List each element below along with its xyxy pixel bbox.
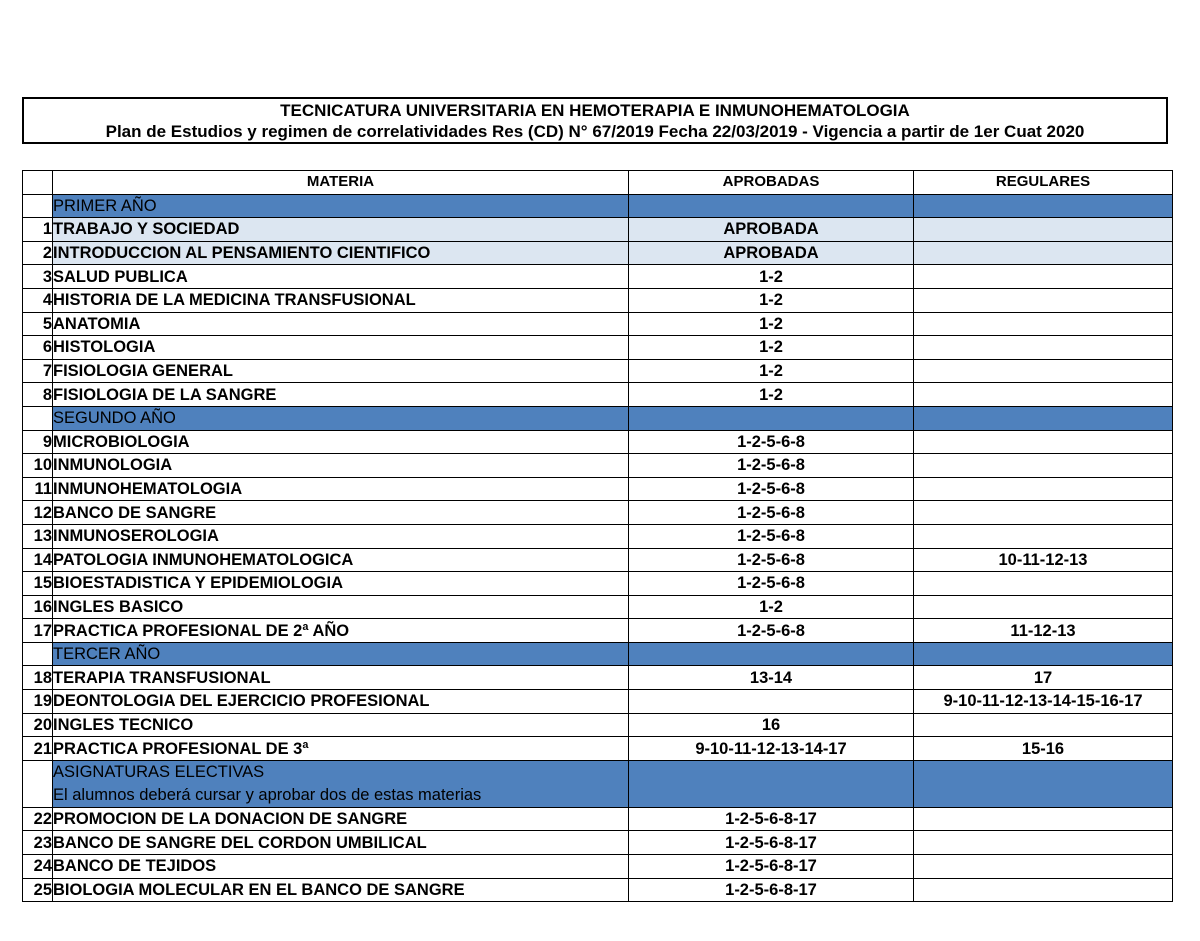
row-regulares xyxy=(914,831,1173,855)
table-row xyxy=(23,218,1173,242)
row-aprobadas xyxy=(629,690,914,714)
section-title-segundo: SEGUNDO AÑO xyxy=(53,406,629,430)
row-materia: PRACTICA PROFESIONAL DE 3ª xyxy=(53,737,629,761)
row-materia: TERAPIA TRANSFUSIONAL xyxy=(53,666,629,690)
table-row xyxy=(23,855,1173,879)
row-number: 7 xyxy=(23,359,53,383)
row-aprobadas: 1-2 xyxy=(629,595,914,619)
row-number: 16 xyxy=(23,595,53,619)
table-row xyxy=(23,737,1173,761)
correlatividades-table xyxy=(22,170,1173,902)
row-aprobadas: 1-2-5-6-8-17 xyxy=(629,855,914,879)
row-regulares xyxy=(914,288,1173,312)
row-aprobadas: 1-2-5-6-8 xyxy=(629,548,914,572)
row-regulares xyxy=(914,454,1173,478)
row-aprobadas: 1-2-5-6-8-17 xyxy=(629,831,914,855)
row-regulares xyxy=(914,713,1173,737)
row-materia: BANCO DE SANGRE DEL CORDON UMBILICAL xyxy=(53,831,629,855)
header-row xyxy=(23,171,1173,195)
row-aprobadas: 1-2-5-6-8-17 xyxy=(629,878,914,902)
row-regulares: 10-11-12-13 xyxy=(914,548,1173,572)
row-regulares xyxy=(914,501,1173,525)
row-regulares: 17 xyxy=(914,666,1173,690)
row-aprobadas: 1-2 xyxy=(629,265,914,289)
row-aprobadas: 1-2 xyxy=(629,312,914,336)
row-materia: MICROBIOLOGIA xyxy=(53,430,629,454)
row-number: 23 xyxy=(23,831,53,855)
row-aprobadas: 16 xyxy=(629,713,914,737)
row-aprobadas: 1-2-5-6-8 xyxy=(629,572,914,596)
table-row xyxy=(23,312,1173,336)
row-number: 12 xyxy=(23,501,53,525)
row-aprobadas: 1-2 xyxy=(629,288,914,312)
row-number: 24 xyxy=(23,855,53,879)
row-materia: PATOLOGIA INMUNOHEMATOLOGICA xyxy=(53,548,629,572)
row-materia: PROMOCION DE LA DONACION DE SANGRE xyxy=(53,807,629,831)
row-materia: INMUNOHEMATOLOGIA xyxy=(53,477,629,501)
row-aprobadas: APROBADA xyxy=(629,241,914,265)
row-regulares xyxy=(914,359,1173,383)
table-row xyxy=(23,265,1173,289)
table-row xyxy=(23,548,1173,572)
section-title-tercer: TERCER AÑO xyxy=(53,642,629,666)
row-number: 22 xyxy=(23,807,53,831)
header-materia: MATERIA xyxy=(53,171,629,195)
row-materia: FISIOLOGIA DE LA SANGRE xyxy=(53,383,629,407)
row-materia: BANCO DE SANGRE xyxy=(53,501,629,525)
row-materia: DEONTOLOGIA DEL EJERCICIO PROFESIONAL xyxy=(53,690,629,714)
table-row xyxy=(23,477,1173,501)
table-row xyxy=(23,595,1173,619)
table-row xyxy=(23,572,1173,596)
row-aprobadas: 1-2-5-6-8-17 xyxy=(629,807,914,831)
row-number: 20 xyxy=(23,713,53,737)
electivas-note: El alumnos deberá cursar y aprobar dos de estas materias xyxy=(53,785,482,804)
table-row xyxy=(23,807,1173,831)
row-regulares: 15-16 xyxy=(914,737,1173,761)
row-regulares: 11-12-13 xyxy=(914,619,1173,643)
row-number: 9 xyxy=(23,430,53,454)
table-row xyxy=(23,713,1173,737)
section-title-primer: PRIMER AÑO xyxy=(53,194,629,218)
row-aprobadas: 1-2 xyxy=(629,383,914,407)
row-regulares xyxy=(914,218,1173,242)
table-row xyxy=(23,454,1173,478)
row-regulares xyxy=(914,312,1173,336)
table-row xyxy=(23,430,1173,454)
row-number: 3 xyxy=(23,265,53,289)
row-regulares xyxy=(914,595,1173,619)
row-materia: HISTOLOGIA xyxy=(53,336,629,360)
row-number: 17 xyxy=(23,619,53,643)
header-num xyxy=(23,171,53,195)
table-row xyxy=(23,524,1173,548)
row-materia: ANATOMIA xyxy=(53,312,629,336)
row-materia: PRACTICA PROFESIONAL DE 2ª AÑO xyxy=(53,619,629,643)
table-row xyxy=(23,831,1173,855)
row-regulares xyxy=(914,265,1173,289)
row-regulares: 9-10-11-12-13-14-15-16-17 xyxy=(914,690,1173,714)
row-number: 2 xyxy=(23,241,53,265)
title-line-2: Plan de Estudios y regimen de correlatividades Res (CD) N° 67/2019 Fecha 22/03/2019 - Vigencia a partir de 1er Cuat 2020 xyxy=(105,122,1085,141)
row-regulares xyxy=(914,336,1173,360)
table-row xyxy=(23,383,1173,407)
table-row xyxy=(23,501,1173,525)
row-number: 10 xyxy=(23,454,53,478)
header-regulares: REGULARES xyxy=(914,171,1173,195)
row-regulares xyxy=(914,878,1173,902)
row-regulares xyxy=(914,241,1173,265)
row-aprobadas: 1-2-5-6-8 xyxy=(629,501,914,525)
row-materia: INMUNOLOGIA xyxy=(53,454,629,478)
table-row xyxy=(23,241,1173,265)
row-regulares xyxy=(914,430,1173,454)
section-row-electivas xyxy=(23,760,1173,807)
row-aprobadas: 1-2-5-6-8 xyxy=(629,524,914,548)
row-regulares xyxy=(914,855,1173,879)
row-materia: INMUNOSEROLOGIA xyxy=(53,524,629,548)
row-regulares xyxy=(914,807,1173,831)
row-aprobadas: 1-2-5-6-8 xyxy=(629,454,914,478)
row-number: 6 xyxy=(23,336,53,360)
table-row xyxy=(23,690,1173,714)
table-row xyxy=(23,288,1173,312)
row-aprobadas: 1-2-5-6-8 xyxy=(629,430,914,454)
row-number: 14 xyxy=(23,548,53,572)
row-materia: SALUD PUBLICA xyxy=(53,265,629,289)
row-number: 25 xyxy=(23,878,53,902)
row-materia: BIOLOGIA MOLECULAR EN EL BANCO DE SANGRE xyxy=(53,878,629,902)
row-number: 1 xyxy=(23,218,53,242)
row-number: 21 xyxy=(23,737,53,761)
row-number: 4 xyxy=(23,288,53,312)
row-materia: TRABAJO Y SOCIEDAD xyxy=(53,218,629,242)
table-row xyxy=(23,336,1173,360)
table-row xyxy=(23,359,1173,383)
row-aprobadas: 13-14 xyxy=(629,666,914,690)
table-row xyxy=(23,619,1173,643)
row-aprobadas: 9-10-11-12-13-14-17 xyxy=(629,737,914,761)
row-aprobadas: 1-2-5-6-8 xyxy=(629,619,914,643)
table-row xyxy=(23,666,1173,690)
row-number: 5 xyxy=(23,312,53,336)
electivas-heading: ASIGNATURAS ELECTIVAS xyxy=(53,762,265,781)
row-aprobadas: 1-2 xyxy=(629,359,914,383)
document-title xyxy=(22,97,1168,144)
row-materia: BIOESTADISTICA Y EPIDEMIOLOGIA xyxy=(53,572,629,596)
row-materia: INGLES BASICO xyxy=(53,595,629,619)
row-regulares xyxy=(914,524,1173,548)
section-row-tercer xyxy=(23,642,1173,666)
row-materia: BANCO DE TEJIDOS xyxy=(53,855,629,879)
row-materia: FISIOLOGIA GENERAL xyxy=(53,359,629,383)
row-number: 8 xyxy=(23,383,53,407)
row-regulares xyxy=(914,477,1173,501)
row-materia: INTRODUCCION AL PENSAMIENTO CIENTIFICO xyxy=(53,241,629,265)
row-number: 11 xyxy=(23,477,53,501)
section-title-electivas xyxy=(53,760,629,807)
row-aprobadas: 1-2-5-6-8 xyxy=(629,477,914,501)
header-aprobadas: APROBADAS xyxy=(629,171,914,195)
row-materia: HISTORIA DE LA MEDICINA TRANSFUSIONAL xyxy=(53,288,629,312)
row-aprobadas: 1-2 xyxy=(629,336,914,360)
row-regulares xyxy=(914,572,1173,596)
title-line-1: TECNICATURA UNIVERSITARIA EN HEMOTERAPIA E INMUNOHEMATOLOGIA xyxy=(280,101,910,120)
row-number: 19 xyxy=(23,690,53,714)
row-regulares xyxy=(914,383,1173,407)
row-number: 18 xyxy=(23,666,53,690)
row-number: 13 xyxy=(23,524,53,548)
row-number: 15 xyxy=(23,572,53,596)
table-row xyxy=(23,878,1173,902)
row-materia: INGLES TECNICO xyxy=(53,713,629,737)
section-row-segundo xyxy=(23,406,1173,430)
row-aprobadas: APROBADA xyxy=(629,218,914,242)
section-row-primer xyxy=(23,194,1173,218)
